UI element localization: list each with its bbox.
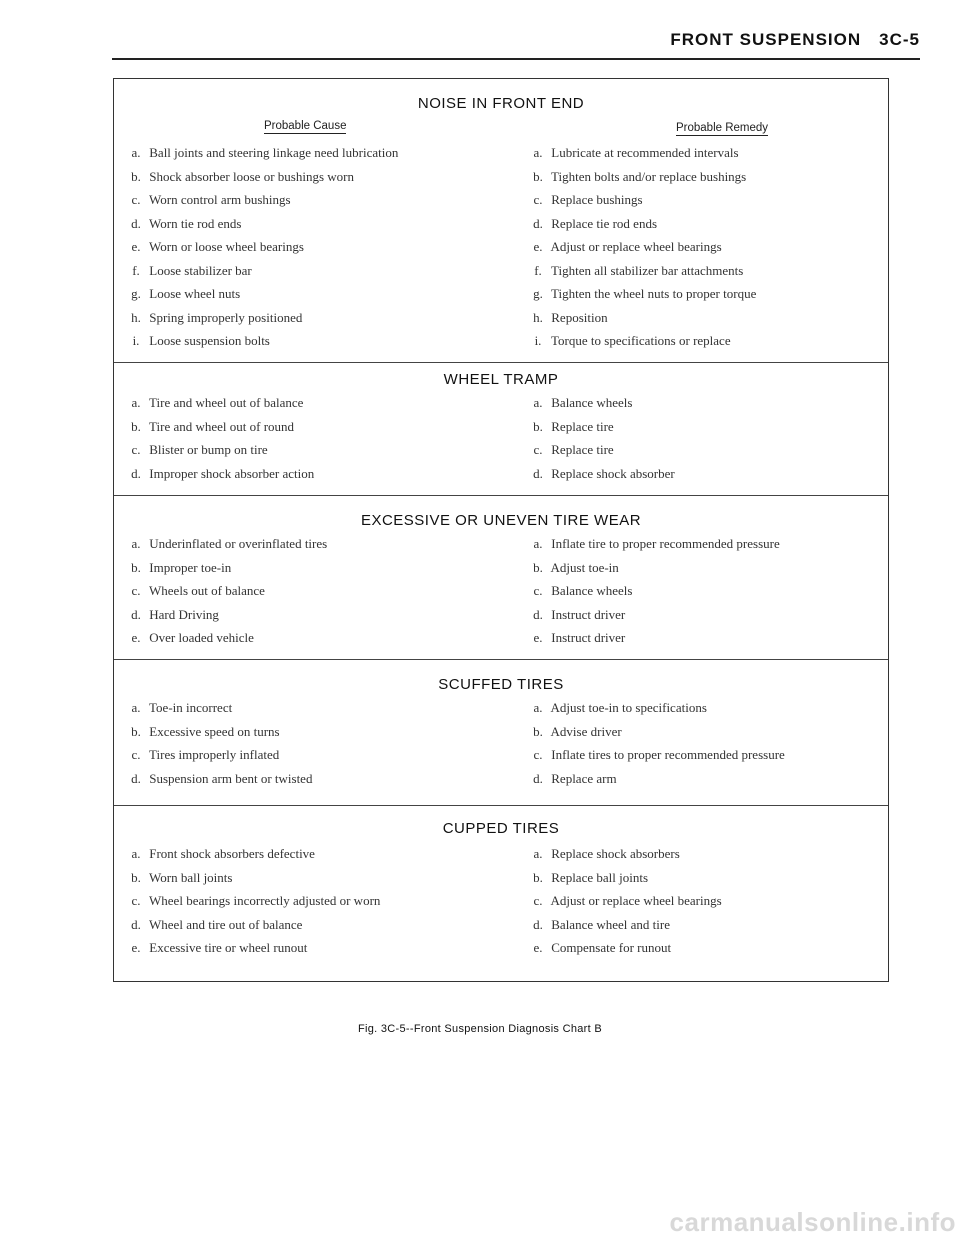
remedy-item: a. Balance wheels: [533, 395, 633, 410]
cause-item: b. Improper toe-in: [131, 559, 232, 575]
cause-item: e. Worn or loose wheel bearings: [131, 239, 304, 254]
cause-item: f. Loose stabilizer bar: [132, 262, 252, 278]
remedy-item: c. Inflate tires to proper recommended pressure: [533, 747, 785, 762]
remedy-list: [528, 145, 756, 357]
probable-cause-heading: Probable Cause: [264, 120, 347, 132]
remedy-item: a. Adjust toe-in to specifications: [533, 700, 707, 715]
remedy-item: d. Replace arm: [533, 770, 617, 786]
cause-item: c. Blister or bump on tire: [131, 442, 268, 457]
cause-item: d. Improper shock absorber action: [131, 465, 315, 481]
section-title: NOISE IN FRONT END: [417, 95, 585, 112]
remedy-list: [528, 700, 785, 794]
cause-item: a. Ball joints and steering linkage need lubrication: [131, 145, 399, 160]
cause-item: d. Wheel and tire out of balance: [131, 916, 303, 932]
section-title: WHEEL TRAMP: [443, 371, 559, 388]
watermark: carmanualsonline.info: [669, 1207, 956, 1237]
remedy-item: c. Balance wheels: [533, 583, 633, 598]
cause-list: [126, 700, 312, 794]
probable-remedy-heading: Probable Remedy: [676, 122, 769, 134]
remedy-item: b. Adjust toe-in: [533, 559, 619, 575]
remedy-item: h. Reposition: [533, 309, 608, 325]
cause-item: d. Hard Driving: [131, 606, 219, 622]
remedy-item: e. Compensate for runout: [533, 940, 672, 955]
remedy-list: [528, 536, 780, 654]
cause-item: g. Loose wheel nuts: [131, 286, 241, 301]
remedy-item: g. Tighten the wheel nuts to proper torque: [533, 286, 757, 301]
cause-item: e. Excessive tire or wheel runout: [131, 940, 308, 955]
cause-item: c. Wheel bearings incorrectly adjusted or worn: [131, 893, 381, 908]
remedy-item: d. Replace shock absorber: [533, 465, 675, 481]
page-header: [670, 30, 920, 50]
section-title: EXCESSIVE OR UNEVEN TIRE WEAR: [360, 512, 642, 529]
cause-item: c. Worn control arm bushings: [131, 192, 291, 207]
cause-item: c. Wheels out of balance: [131, 583, 265, 598]
cause-item: a. Toe-in incorrect: [131, 700, 233, 715]
cause-item: b. Shock absorber loose or bushings worn: [131, 168, 354, 184]
cause-item: a. Underinflated or overinflated tires: [131, 536, 328, 551]
section-noise-in-front-end: [114, 79, 888, 362]
cause-item: d. Suspension arm bent or twisted: [131, 770, 313, 786]
remedy-item: e. Adjust or replace wheel bearings: [533, 239, 722, 254]
section-excessive-tire-wear: [114, 495, 888, 659]
cause-item: c. Tires improperly inflated: [131, 747, 280, 762]
remedy-item: d. Balance wheel and tire: [533, 916, 670, 932]
remedy-list: [528, 846, 722, 964]
remedy-item: e. Instruct driver: [533, 630, 626, 645]
section-title: CUPPED TIRES: [442, 820, 560, 837]
remedy-item: a. Lubricate at recommended intervals: [533, 145, 739, 160]
remedy-list: [528, 395, 675, 489]
remedy-item: a. Replace shock absorbers: [533, 846, 680, 861]
cause-list: [126, 395, 314, 489]
remedy-item: b. Replace ball joints: [533, 869, 649, 885]
cause-item: e. Over loaded vehicle: [131, 630, 254, 645]
remedy-item: a. Inflate tire to proper recommended pressure: [533, 536, 780, 551]
cause-item: b. Tire and wheel out of round: [131, 418, 295, 434]
cause-item: a. Front shock absorbers defective: [131, 846, 315, 861]
remedy-item: b. Advise driver: [533, 723, 622, 739]
header-rule: [112, 58, 920, 60]
remedy-item: b. Tighten bolts and/or replace bushings: [533, 168, 747, 184]
cause-item: d. Worn tie rod ends: [131, 215, 242, 231]
remedy-item: c. Adjust or replace wheel bearings: [533, 893, 722, 908]
remedy-item: d. Instruct driver: [533, 606, 626, 622]
cause-list: [126, 846, 380, 964]
diagnosis-chart: [113, 78, 889, 982]
cause-item: a. Tire and wheel out of balance: [131, 395, 304, 410]
section-cupped-tires: [114, 805, 888, 981]
remedy-item: d. Replace tie rod ends: [533, 215, 658, 231]
cause-list: [126, 536, 327, 654]
section-wheel-tramp: [114, 362, 888, 495]
section-scuffed-tires: [114, 659, 888, 805]
remedy-item: i. Torque to specifications or replace: [534, 333, 731, 348]
remedy-item: c. Replace tire: [533, 442, 614, 457]
cause-item: b. Excessive speed on turns: [131, 723, 280, 739]
remedy-item: c. Replace bushings: [533, 192, 643, 207]
remedy-item: b. Replace tire: [533, 418, 614, 434]
section-title: SCUFFED TIRES: [438, 676, 564, 693]
cause-item: i. Loose suspension bolts: [132, 333, 270, 348]
cause-list: [126, 145, 398, 357]
header-title: FRONT SUSPENSION: [670, 30, 862, 49]
remedy-item: f. Tighten all stabilizer bar attachments: [534, 262, 744, 278]
page-number: 3C-5: [879, 30, 920, 49]
cause-item: h. Spring improperly positioned: [131, 309, 303, 325]
figure-caption: Fig. 3C-5--Front Suspension Diagnosis Chart B: [358, 1023, 602, 1035]
cause-item: b. Worn ball joints: [131, 869, 233, 885]
